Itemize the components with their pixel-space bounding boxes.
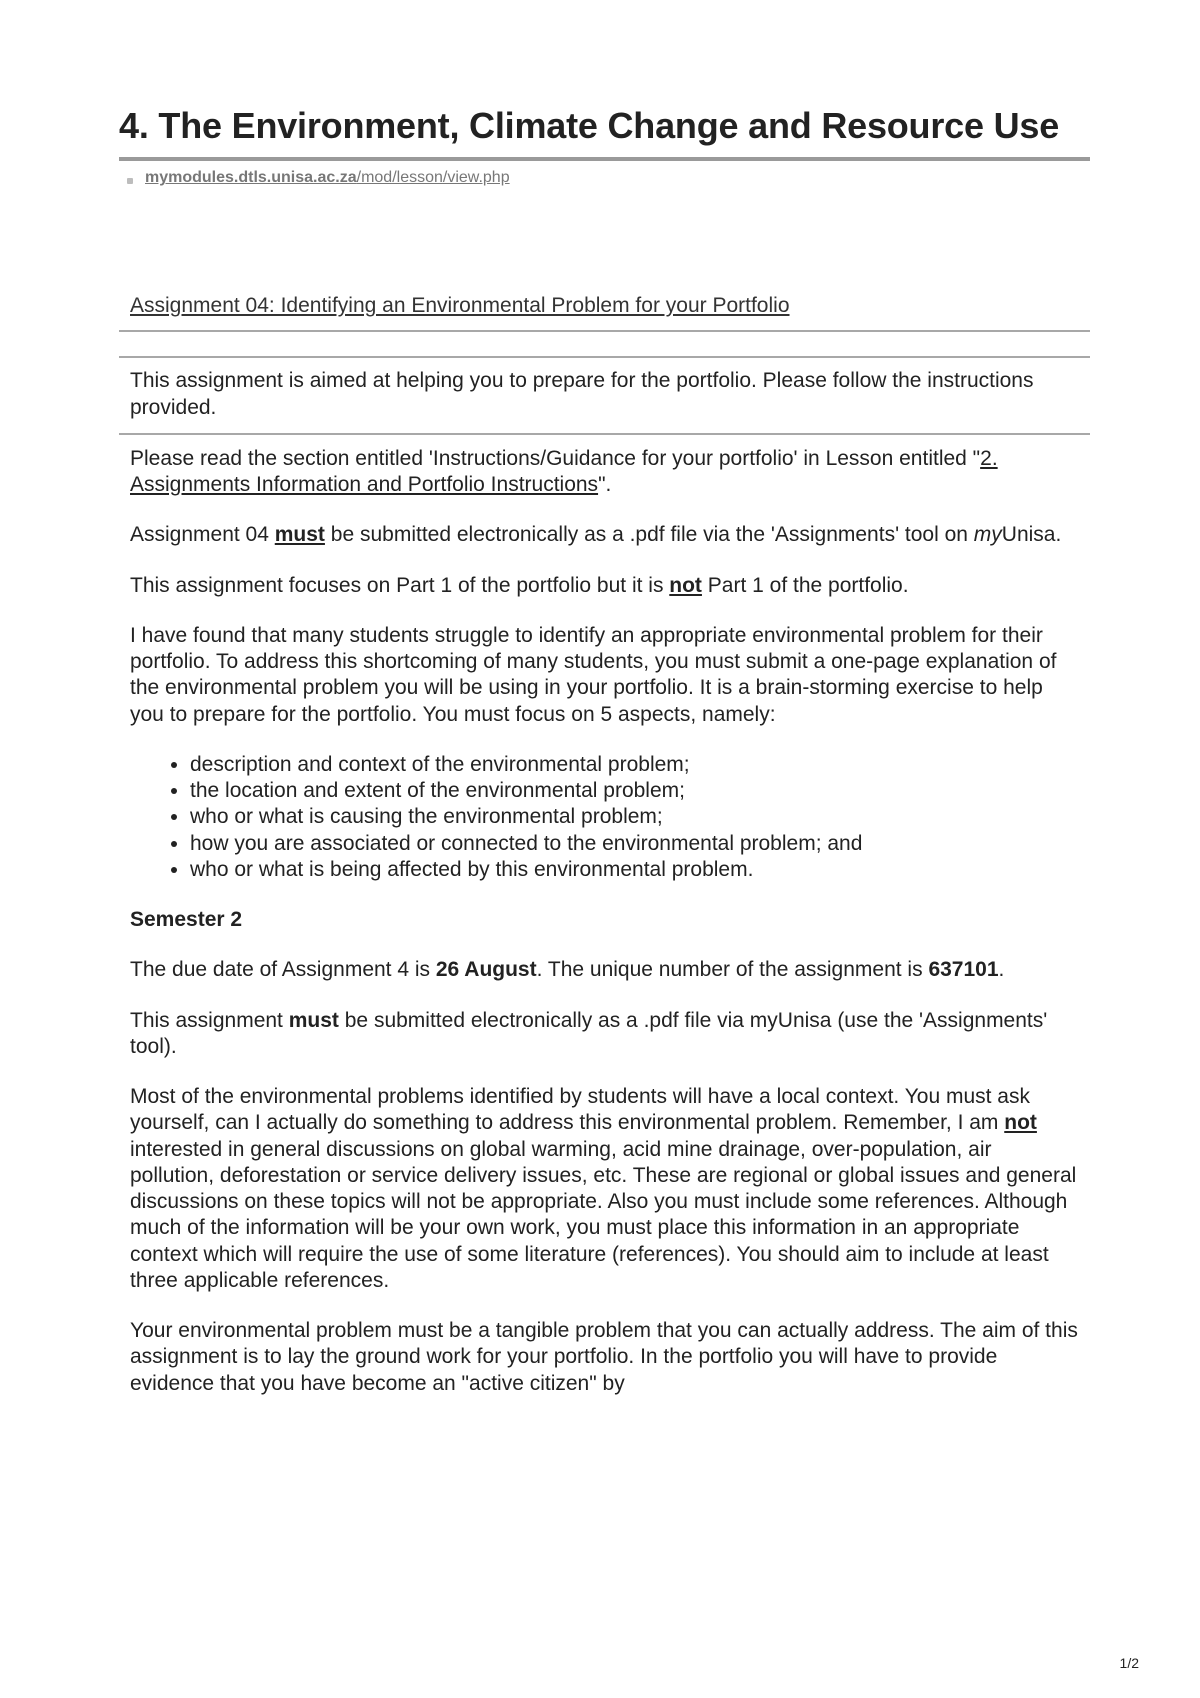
text: . The unique number of the assignment is bbox=[536, 958, 929, 982]
text: Part 1 of the portfolio. bbox=[701, 573, 909, 597]
list-item: • who or what is being affected by this environmental problem. bbox=[190, 857, 1079, 883]
text: interested in general discussions on global warming, acid mine drainage, over-population, air pollution, deforestation or service delivery issues, etc. These are regional or global issues and general discussions on these topics will not be appropriate. Also you must include some references. Although much of the information will be your own work, you must place this information in an appropriate context which will require the use of some literature (references). You should aim to include at least three applicable references. bbox=[130, 1137, 1077, 1292]
assignment-heading: Assignment 04: Identifying an Environmental Problem for your Portfolio bbox=[130, 294, 790, 318]
text: Please read the section entitled 'Instructions/Guidance for your portfolio' in Lesson entitled " bbox=[130, 446, 981, 470]
tangible-problem-paragraph: Your environmental problem must be a tangible problem that you can actually address. The aim of this assignment is to lay the ground work for your portfolio. In the portfolio you will have to provide evidence that you have become an "active citizen" by bbox=[130, 1319, 1078, 1395]
semester-heading bbox=[130, 907, 1079, 933]
source-url bbox=[119, 169, 1090, 187]
text: This assignment bbox=[130, 1008, 289, 1032]
list-item: • who or what is causing the environmental problem; bbox=[190, 804, 1079, 830]
unique-number: 637101 bbox=[928, 958, 999, 982]
list-item: • the location and extent of the environmental problem; bbox=[190, 778, 1079, 804]
submission-paragraph bbox=[130, 522, 1079, 548]
instructions-paragraph bbox=[130, 446, 1079, 499]
text: Assignment 04 bbox=[130, 523, 275, 547]
pdf-submission-paragraph bbox=[130, 1008, 1079, 1061]
page-title: 4. The Environment, Climate Change and Resource Use bbox=[119, 105, 1060, 146]
source-link[interactable] bbox=[145, 169, 510, 187]
page-number: 1/2 bbox=[1119, 1655, 1139, 1671]
emphasis-not: not bbox=[669, 573, 702, 597]
explanation-paragraph: I have found that many students struggle to identify an appropriate environmental problem for their portfolio. To address this shortcoming of many students, you must submit a one-page explanation of the environmental problem you will be using in your portfolio. It is a brain-storming exercise to help you to prepare for the portfolio. You must focus on 5 aspects, namely: bbox=[130, 623, 1057, 726]
list-item: • how you are associated or connected to the environmental problem; and bbox=[190, 831, 1079, 857]
portfolio-instructions-link[interactable]: 2. Assignments Information and Portfolio Instructions bbox=[130, 446, 998, 497]
source-domain: mymodules.dtls.unisa.ac.za bbox=[145, 169, 357, 187]
lesson-content bbox=[119, 446, 1090, 1397]
text: . bbox=[998, 958, 1005, 982]
emphasis-not: not bbox=[1004, 1111, 1037, 1135]
text: The due date of Assignment 4 is bbox=[130, 958, 436, 982]
favicon-icon bbox=[127, 178, 133, 184]
emphasis-must: must bbox=[274, 523, 325, 547]
title-divider bbox=[119, 157, 1090, 161]
due-date: 26 August bbox=[435, 958, 537, 982]
text: Most of the environmental problems identified by students will have a local context. You must ask yourself, can I actually do something to address this environmental problem. Remember, I am bbox=[130, 1085, 1030, 1135]
text: This assignment focuses on Part 1 of the portfolio but it is bbox=[130, 573, 670, 597]
due-date-paragraph bbox=[130, 957, 1079, 983]
intro-text: This assignment is aimed at helping you to prepare for the portfolio. Please follow the instructions provided. bbox=[130, 369, 1034, 419]
text: be submitted electronically as a .pdf file via the 'Assignments' tool on bbox=[324, 523, 974, 547]
local-context-paragraph bbox=[130, 1084, 1079, 1294]
focus-paragraph bbox=[130, 573, 1079, 599]
text: be submitted electronically as a .pdf file via myUnisa (use the 'Assignments' tool). bbox=[130, 1008, 1048, 1058]
list-item: • description and context of the environmental problem; bbox=[190, 752, 1079, 778]
emphasis-must: must bbox=[288, 1008, 339, 1032]
text: ". bbox=[598, 473, 612, 497]
intro-bottom-divider bbox=[119, 433, 1090, 435]
aspects-list bbox=[130, 752, 1079, 883]
document-page bbox=[119, 104, 1090, 1421]
semester-label: Semester 2 bbox=[130, 908, 243, 932]
italic-my: my bbox=[973, 523, 1002, 547]
text: Unisa. bbox=[1001, 523, 1062, 547]
source-path: /mod/lesson/view.php bbox=[356, 169, 510, 187]
heading-divider bbox=[119, 330, 1090, 332]
